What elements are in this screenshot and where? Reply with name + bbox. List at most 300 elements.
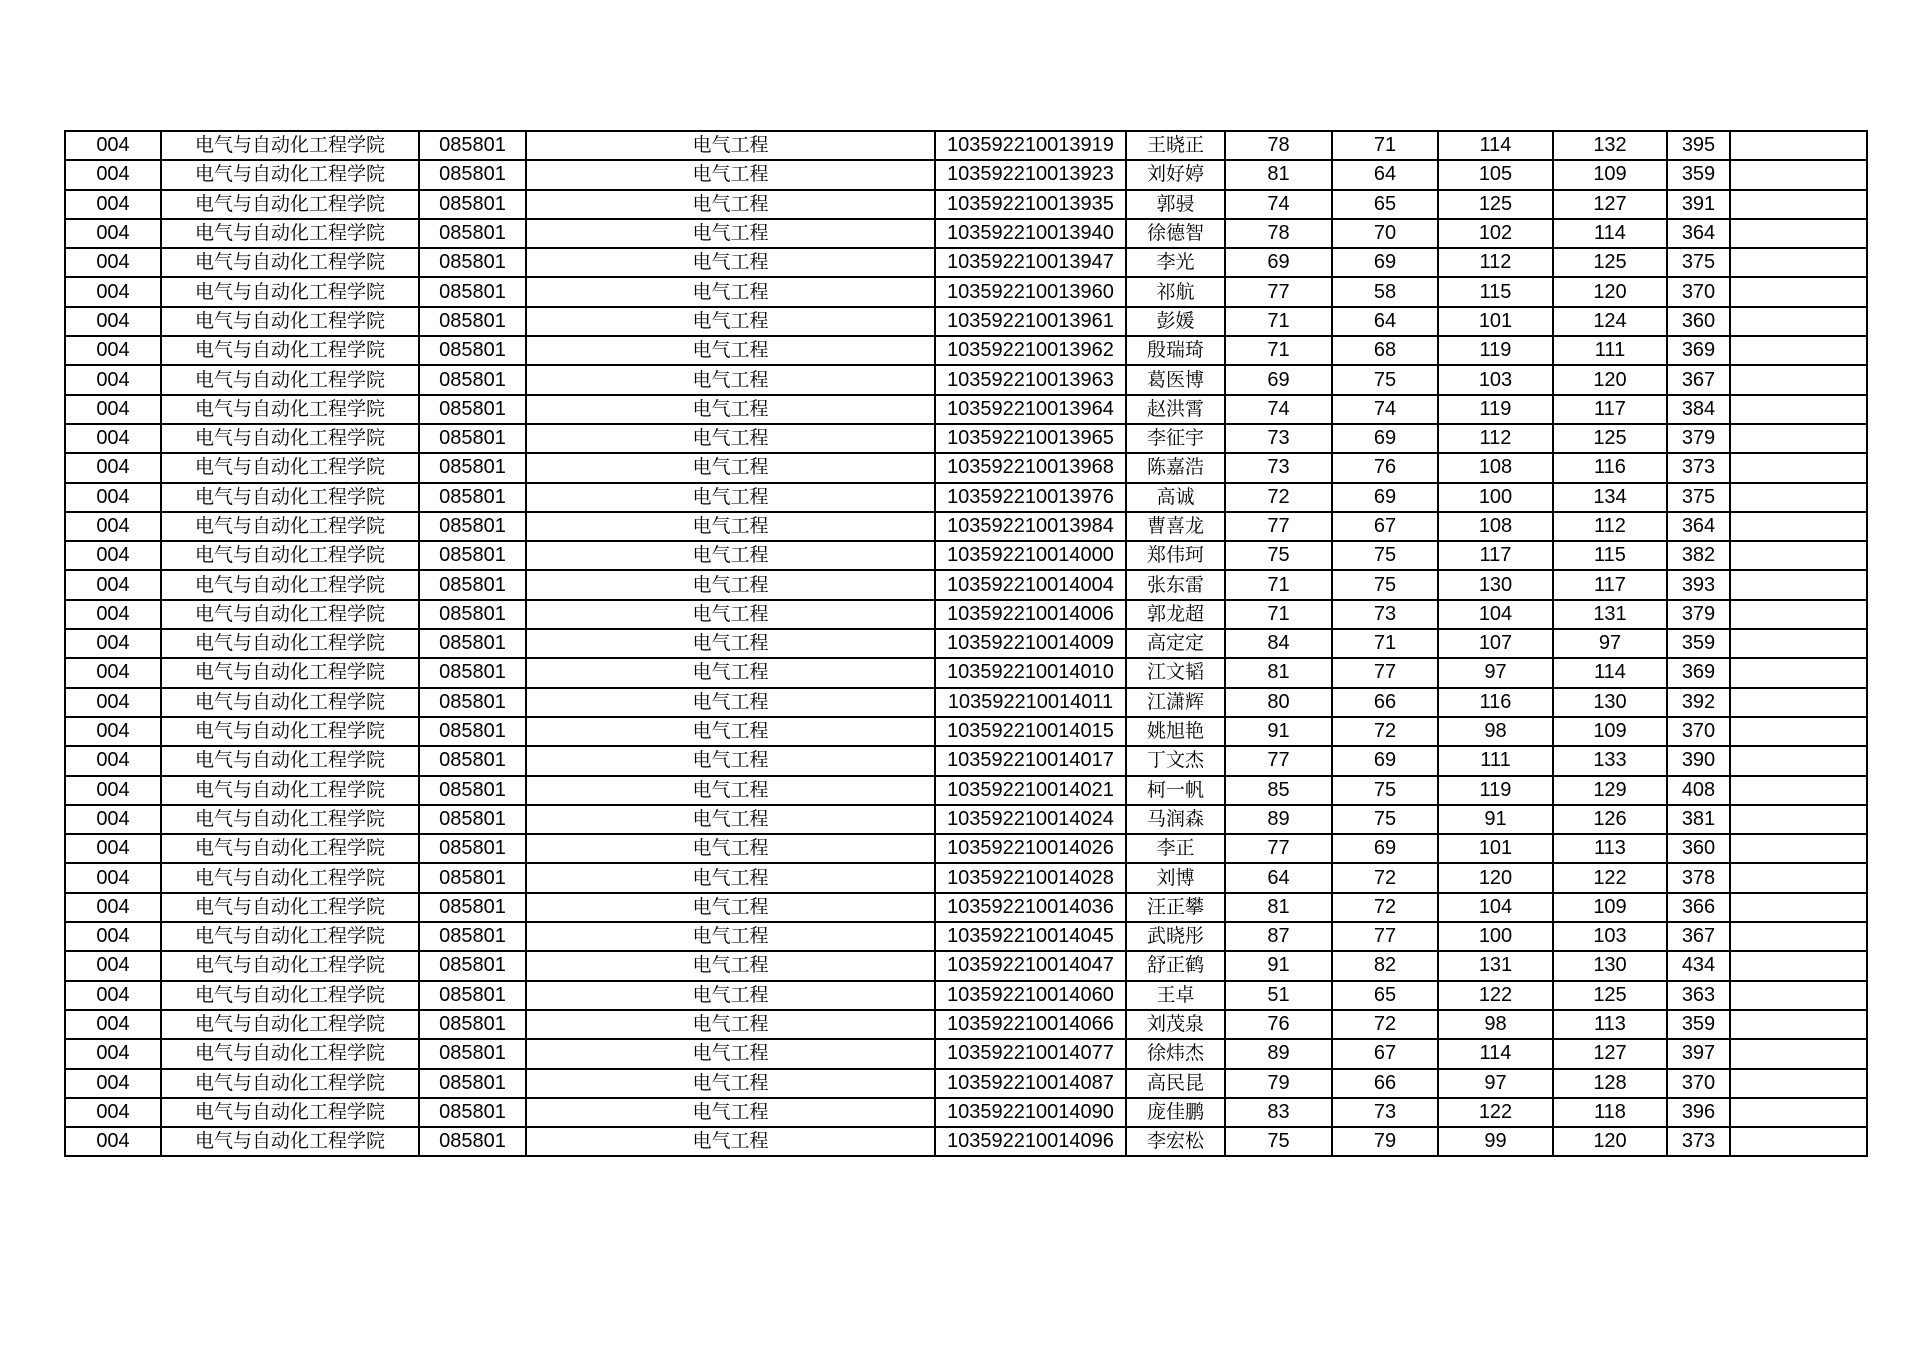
- table-row: [65, 1098, 1867, 1127]
- cell-college: 电气与自动化工程学院: [161, 453, 419, 482]
- table-row: [65, 600, 1867, 629]
- cell-name: 赵洪霄: [1126, 395, 1225, 424]
- cell-name: 武晓彤: [1126, 922, 1225, 951]
- cell-total: 366: [1667, 893, 1730, 922]
- cell-subject1: 112: [1438, 424, 1553, 453]
- cell-subject2: 114: [1553, 658, 1667, 687]
- cell-exam-id: 103592210014015: [935, 717, 1126, 746]
- cell-major-code: 085801: [419, 512, 526, 541]
- cell-subject1: 131: [1438, 951, 1553, 980]
- cell-exam-id: 103592210014047: [935, 951, 1126, 980]
- cell-major-code: 085801: [419, 600, 526, 629]
- cell-remark: [1730, 863, 1867, 892]
- cell-english: 64: [1332, 160, 1438, 189]
- cell-unit-code: 004: [65, 951, 161, 980]
- cell-english: 67: [1332, 1039, 1438, 1068]
- cell-remark: [1730, 307, 1867, 336]
- cell-name: 刘博: [1126, 863, 1225, 892]
- cell-subject2: 127: [1553, 1039, 1667, 1068]
- cell-politics: 72: [1225, 483, 1332, 512]
- cell-subject2: 130: [1553, 688, 1667, 717]
- cell-english: 72: [1332, 717, 1438, 746]
- cell-total: 369: [1667, 336, 1730, 365]
- cell-politics: 71: [1225, 336, 1332, 365]
- cell-college: 电气与自动化工程学院: [161, 863, 419, 892]
- cell-major: 电气工程: [526, 336, 935, 365]
- cell-exam-id: 103592210014060: [935, 981, 1126, 1010]
- cell-politics: 75: [1225, 1127, 1332, 1156]
- cell-exam-id: 103592210013919: [935, 131, 1126, 160]
- cell-politics: 80: [1225, 688, 1332, 717]
- cell-major: 电气工程: [526, 717, 935, 746]
- cell-total: 370: [1667, 1069, 1730, 1098]
- cell-college: 电气与自动化工程学院: [161, 483, 419, 512]
- cell-unit-code: 004: [65, 512, 161, 541]
- cell-name: 徐德智: [1126, 219, 1225, 248]
- cell-major: 电气工程: [526, 951, 935, 980]
- cell-major: 电气工程: [526, 981, 935, 1010]
- table-row: [65, 277, 1867, 306]
- cell-college: 电气与自动化工程学院: [161, 1069, 419, 1098]
- cell-english: 64: [1332, 307, 1438, 336]
- cell-college: 电气与自动化工程学院: [161, 190, 419, 219]
- cell-subject2: 103: [1553, 922, 1667, 951]
- cell-unit-code: 004: [65, 1127, 161, 1156]
- cell-exam-id: 103592210014028: [935, 863, 1126, 892]
- cell-subject2: 127: [1553, 190, 1667, 219]
- cell-unit-code: 004: [65, 981, 161, 1010]
- table-row: [65, 541, 1867, 570]
- cell-subject2: 122: [1553, 863, 1667, 892]
- cell-unit-code: 004: [65, 863, 161, 892]
- cell-subject1: 114: [1438, 1039, 1553, 1068]
- cell-name: 李宏松: [1126, 1127, 1225, 1156]
- cell-college: 电气与自动化工程学院: [161, 395, 419, 424]
- cell-remark: [1730, 160, 1867, 189]
- cell-remark: [1730, 834, 1867, 863]
- cell-unit-code: 004: [65, 658, 161, 687]
- cell-name: 李正: [1126, 834, 1225, 863]
- cell-major-code: 085801: [419, 658, 526, 687]
- cell-major: 电气工程: [526, 805, 935, 834]
- table-row: [65, 483, 1867, 512]
- cell-politics: 77: [1225, 746, 1332, 775]
- cell-remark: [1730, 395, 1867, 424]
- cell-college: 电气与自动化工程学院: [161, 160, 419, 189]
- cell-total: 359: [1667, 629, 1730, 658]
- cell-total: 359: [1667, 160, 1730, 189]
- cell-english: 73: [1332, 600, 1438, 629]
- score-table: [64, 130, 1868, 1157]
- cell-name: 葛医博: [1126, 365, 1225, 394]
- cell-english: 58: [1332, 277, 1438, 306]
- cell-name: 王卓: [1126, 981, 1225, 1010]
- cell-remark: [1730, 570, 1867, 599]
- cell-politics: 83: [1225, 1098, 1332, 1127]
- cell-english: 66: [1332, 688, 1438, 717]
- cell-major: 电气工程: [526, 365, 935, 394]
- cell-unit-code: 004: [65, 131, 161, 160]
- cell-politics: 71: [1225, 570, 1332, 599]
- cell-politics: 81: [1225, 893, 1332, 922]
- cell-total: 393: [1667, 570, 1730, 599]
- cell-subject2: 109: [1553, 717, 1667, 746]
- cell-major-code: 085801: [419, 131, 526, 160]
- table-row: [65, 160, 1867, 189]
- cell-unit-code: 004: [65, 570, 161, 599]
- cell-english: 75: [1332, 541, 1438, 570]
- cell-politics: 77: [1225, 277, 1332, 306]
- cell-college: 电气与自动化工程学院: [161, 951, 419, 980]
- cell-total: 395: [1667, 131, 1730, 160]
- cell-english: 71: [1332, 629, 1438, 658]
- cell-college: 电气与自动化工程学院: [161, 1010, 419, 1039]
- cell-college: 电气与自动化工程学院: [161, 600, 419, 629]
- cell-subject1: 125: [1438, 190, 1553, 219]
- cell-college: 电气与自动化工程学院: [161, 746, 419, 775]
- cell-major: 电气工程: [526, 395, 935, 424]
- cell-subject1: 104: [1438, 600, 1553, 629]
- cell-major: 电气工程: [526, 746, 935, 775]
- cell-subject1: 108: [1438, 512, 1553, 541]
- cell-name: 陈嘉浩: [1126, 453, 1225, 482]
- cell-subject1: 119: [1438, 395, 1553, 424]
- cell-politics: 75: [1225, 541, 1332, 570]
- cell-politics: 69: [1225, 365, 1332, 394]
- cell-major-code: 085801: [419, 1127, 526, 1156]
- cell-major-code: 085801: [419, 629, 526, 658]
- cell-major: 电气工程: [526, 453, 935, 482]
- cell-major-code: 085801: [419, 483, 526, 512]
- cell-remark: [1730, 922, 1867, 951]
- cell-remark: [1730, 424, 1867, 453]
- cell-college: 电气与自动化工程学院: [161, 981, 419, 1010]
- cell-major-code: 085801: [419, 776, 526, 805]
- cell-college: 电气与自动化工程学院: [161, 629, 419, 658]
- cell-subject2: 115: [1553, 541, 1667, 570]
- cell-major-code: 085801: [419, 805, 526, 834]
- cell-remark: [1730, 365, 1867, 394]
- cell-politics: 77: [1225, 512, 1332, 541]
- cell-major: 电气工程: [526, 629, 935, 658]
- table-row: [65, 570, 1867, 599]
- cell-major: 电气工程: [526, 863, 935, 892]
- cell-subject1: 116: [1438, 688, 1553, 717]
- cell-subject2: 120: [1553, 277, 1667, 306]
- cell-english: 77: [1332, 922, 1438, 951]
- cell-name: 郑伟珂: [1126, 541, 1225, 570]
- cell-remark: [1730, 131, 1867, 160]
- cell-name: 祁航: [1126, 277, 1225, 306]
- table-row: [65, 131, 1867, 160]
- cell-subject1: 104: [1438, 893, 1553, 922]
- cell-remark: [1730, 658, 1867, 687]
- cell-subject2: 125: [1553, 248, 1667, 277]
- cell-total: 364: [1667, 512, 1730, 541]
- cell-major: 电气工程: [526, 160, 935, 189]
- cell-subject2: 128: [1553, 1069, 1667, 1098]
- cell-subject2: 130: [1553, 951, 1667, 980]
- cell-politics: 91: [1225, 717, 1332, 746]
- cell-subject1: 97: [1438, 1069, 1553, 1098]
- cell-subject1: 97: [1438, 658, 1553, 687]
- table-row: [65, 1127, 1867, 1156]
- cell-english: 66: [1332, 1069, 1438, 1098]
- cell-english: 72: [1332, 863, 1438, 892]
- cell-college: 电气与自动化工程学院: [161, 277, 419, 306]
- cell-unit-code: 004: [65, 395, 161, 424]
- cell-name: 彭媛: [1126, 307, 1225, 336]
- cell-subject2: 118: [1553, 1098, 1667, 1127]
- cell-total: 379: [1667, 424, 1730, 453]
- cell-college: 电气与自动化工程学院: [161, 131, 419, 160]
- cell-total: 359: [1667, 1010, 1730, 1039]
- cell-exam-id: 103592210014045: [935, 922, 1126, 951]
- cell-subject2: 126: [1553, 805, 1667, 834]
- cell-subject1: 122: [1438, 1098, 1553, 1127]
- cell-major-code: 085801: [419, 248, 526, 277]
- cell-major-code: 085801: [419, 541, 526, 570]
- cell-exam-id: 103592210013962: [935, 336, 1126, 365]
- cell-unit-code: 004: [65, 1010, 161, 1039]
- cell-exam-id: 103592210014004: [935, 570, 1126, 599]
- cell-remark: [1730, 277, 1867, 306]
- cell-total: 434: [1667, 951, 1730, 980]
- cell-total: 384: [1667, 395, 1730, 424]
- cell-unit-code: 004: [65, 688, 161, 717]
- cell-remark: [1730, 512, 1867, 541]
- cell-english: 72: [1332, 893, 1438, 922]
- cell-subject2: 131: [1553, 600, 1667, 629]
- cell-politics: 78: [1225, 131, 1332, 160]
- cell-major: 电气工程: [526, 424, 935, 453]
- cell-english: 69: [1332, 834, 1438, 863]
- cell-remark: [1730, 629, 1867, 658]
- table-row: [65, 1069, 1867, 1098]
- table-row: [65, 893, 1867, 922]
- table-row: [65, 951, 1867, 980]
- cell-total: 390: [1667, 746, 1730, 775]
- cell-name: 庞佳鹏: [1126, 1098, 1225, 1127]
- cell-subject1: 103: [1438, 365, 1553, 394]
- cell-total: 379: [1667, 600, 1730, 629]
- cell-college: 电气与自动化工程学院: [161, 512, 419, 541]
- cell-remark: [1730, 951, 1867, 980]
- table-row: [65, 746, 1867, 775]
- cell-major: 电气工程: [526, 570, 935, 599]
- cell-politics: 71: [1225, 600, 1332, 629]
- table-row: [65, 658, 1867, 687]
- cell-total: 364: [1667, 219, 1730, 248]
- cell-major-code: 085801: [419, 160, 526, 189]
- cell-unit-code: 004: [65, 248, 161, 277]
- cell-english: 65: [1332, 981, 1438, 1010]
- cell-subject2: 114: [1553, 219, 1667, 248]
- table-row: [65, 219, 1867, 248]
- cell-exam-id: 103592210014000: [935, 541, 1126, 570]
- cell-major: 电气工程: [526, 776, 935, 805]
- cell-major-code: 085801: [419, 834, 526, 863]
- cell-unit-code: 004: [65, 805, 161, 834]
- cell-exam-id: 103592210014096: [935, 1127, 1126, 1156]
- cell-english: 65: [1332, 190, 1438, 219]
- cell-english: 69: [1332, 746, 1438, 775]
- cell-subject1: 115: [1438, 277, 1553, 306]
- cell-subject2: 120: [1553, 1127, 1667, 1156]
- cell-major: 电气工程: [526, 658, 935, 687]
- cell-total: 378: [1667, 863, 1730, 892]
- cell-subject2: 124: [1553, 307, 1667, 336]
- cell-unit-code: 004: [65, 277, 161, 306]
- cell-subject1: 122: [1438, 981, 1553, 1010]
- cell-name: 舒正鹤: [1126, 951, 1225, 980]
- cell-politics: 81: [1225, 658, 1332, 687]
- cell-remark: [1730, 453, 1867, 482]
- cell-subject1: 91: [1438, 805, 1553, 834]
- cell-remark: [1730, 805, 1867, 834]
- cell-remark: [1730, 541, 1867, 570]
- cell-exam-id: 103592210014017: [935, 746, 1126, 775]
- cell-unit-code: 004: [65, 190, 161, 219]
- cell-subject2: 116: [1553, 453, 1667, 482]
- cell-politics: 89: [1225, 1039, 1332, 1068]
- cell-major-code: 085801: [419, 863, 526, 892]
- cell-total: 382: [1667, 541, 1730, 570]
- cell-exam-id: 103592210014077: [935, 1039, 1126, 1068]
- cell-politics: 87: [1225, 922, 1332, 951]
- cell-college: 电气与自动化工程学院: [161, 893, 419, 922]
- cell-english: 73: [1332, 1098, 1438, 1127]
- cell-subject1: 98: [1438, 717, 1553, 746]
- cell-exam-id: 103592210014026: [935, 834, 1126, 863]
- cell-exam-id: 103592210013935: [935, 190, 1126, 219]
- cell-name: 丁文杰: [1126, 746, 1225, 775]
- cell-english: 71: [1332, 131, 1438, 160]
- cell-subject1: 112: [1438, 248, 1553, 277]
- cell-major: 电气工程: [526, 512, 935, 541]
- table-row: [65, 805, 1867, 834]
- cell-major: 电气工程: [526, 600, 935, 629]
- cell-subject1: 130: [1438, 570, 1553, 599]
- cell-politics: 74: [1225, 190, 1332, 219]
- cell-unit-code: 004: [65, 746, 161, 775]
- cell-name: 张东雷: [1126, 570, 1225, 599]
- cell-unit-code: 004: [65, 424, 161, 453]
- cell-major-code: 085801: [419, 951, 526, 980]
- cell-college: 电气与自动化工程学院: [161, 570, 419, 599]
- cell-name: 高诚: [1126, 483, 1225, 512]
- cell-unit-code: 004: [65, 1039, 161, 1068]
- cell-remark: [1730, 746, 1867, 775]
- cell-subject2: 117: [1553, 395, 1667, 424]
- cell-politics: 74: [1225, 395, 1332, 424]
- cell-unit-code: 004: [65, 834, 161, 863]
- cell-remark: [1730, 1069, 1867, 1098]
- cell-subject2: 109: [1553, 893, 1667, 922]
- cell-subject1: 100: [1438, 922, 1553, 951]
- cell-major-code: 085801: [419, 219, 526, 248]
- cell-english: 75: [1332, 365, 1438, 394]
- cell-exam-id: 103592210014011: [935, 688, 1126, 717]
- cell-exam-id: 103592210013961: [935, 307, 1126, 336]
- cell-major-code: 085801: [419, 717, 526, 746]
- table-row: [65, 1010, 1867, 1039]
- cell-major: 电气工程: [526, 248, 935, 277]
- cell-college: 电气与自动化工程学院: [161, 1127, 419, 1156]
- cell-exam-id: 103592210014087: [935, 1069, 1126, 1098]
- cell-unit-code: 004: [65, 365, 161, 394]
- cell-english: 69: [1332, 424, 1438, 453]
- cell-major: 电气工程: [526, 307, 935, 336]
- cell-major-code: 085801: [419, 893, 526, 922]
- cell-subject1: 99: [1438, 1127, 1553, 1156]
- cell-english: 67: [1332, 512, 1438, 541]
- cell-major-code: 085801: [419, 981, 526, 1010]
- cell-college: 电气与自动化工程学院: [161, 365, 419, 394]
- cell-politics: 89: [1225, 805, 1332, 834]
- table-row: [65, 834, 1867, 863]
- cell-subject2: 125: [1553, 424, 1667, 453]
- cell-college: 电气与自动化工程学院: [161, 307, 419, 336]
- cell-total: 370: [1667, 717, 1730, 746]
- cell-subject2: 112: [1553, 512, 1667, 541]
- cell-english: 76: [1332, 453, 1438, 482]
- cell-name: 江文韬: [1126, 658, 1225, 687]
- cell-english: 70: [1332, 219, 1438, 248]
- cell-subject2: 97: [1553, 629, 1667, 658]
- cell-major-code: 085801: [419, 688, 526, 717]
- cell-exam-id: 103592210014024: [935, 805, 1126, 834]
- cell-subject1: 111: [1438, 746, 1553, 775]
- cell-english: 69: [1332, 248, 1438, 277]
- cell-subject1: 119: [1438, 336, 1553, 365]
- cell-major-code: 085801: [419, 395, 526, 424]
- cell-subject1: 108: [1438, 453, 1553, 482]
- cell-politics: 81: [1225, 160, 1332, 189]
- cell-exam-id: 103592210013976: [935, 483, 1126, 512]
- cell-politics: 73: [1225, 424, 1332, 453]
- cell-name: 江潇辉: [1126, 688, 1225, 717]
- cell-total: 373: [1667, 1127, 1730, 1156]
- cell-unit-code: 004: [65, 776, 161, 805]
- table-row: [65, 863, 1867, 892]
- cell-subject1: 98: [1438, 1010, 1553, 1039]
- cell-politics: 76: [1225, 1010, 1332, 1039]
- cell-total: 360: [1667, 834, 1730, 863]
- cell-unit-code: 004: [65, 541, 161, 570]
- cell-politics: 64: [1225, 863, 1332, 892]
- table-row: [65, 1039, 1867, 1068]
- cell-exam-id: 103592210014090: [935, 1098, 1126, 1127]
- table-row: [65, 248, 1867, 277]
- cell-college: 电气与自动化工程学院: [161, 424, 419, 453]
- cell-total: 369: [1667, 658, 1730, 687]
- cell-name: 刘茂泉: [1126, 1010, 1225, 1039]
- cell-major: 电气工程: [526, 893, 935, 922]
- cell-politics: 91: [1225, 951, 1332, 980]
- cell-politics: 73: [1225, 453, 1332, 482]
- cell-name: 王晓正: [1126, 131, 1225, 160]
- cell-exam-id: 103592210014021: [935, 776, 1126, 805]
- cell-total: 397: [1667, 1039, 1730, 1068]
- table-row: [65, 336, 1867, 365]
- cell-major: 电气工程: [526, 688, 935, 717]
- cell-subject1: 100: [1438, 483, 1553, 512]
- cell-unit-code: 004: [65, 160, 161, 189]
- cell-major: 电气工程: [526, 541, 935, 570]
- cell-major: 电气工程: [526, 1098, 935, 1127]
- cell-total: 392: [1667, 688, 1730, 717]
